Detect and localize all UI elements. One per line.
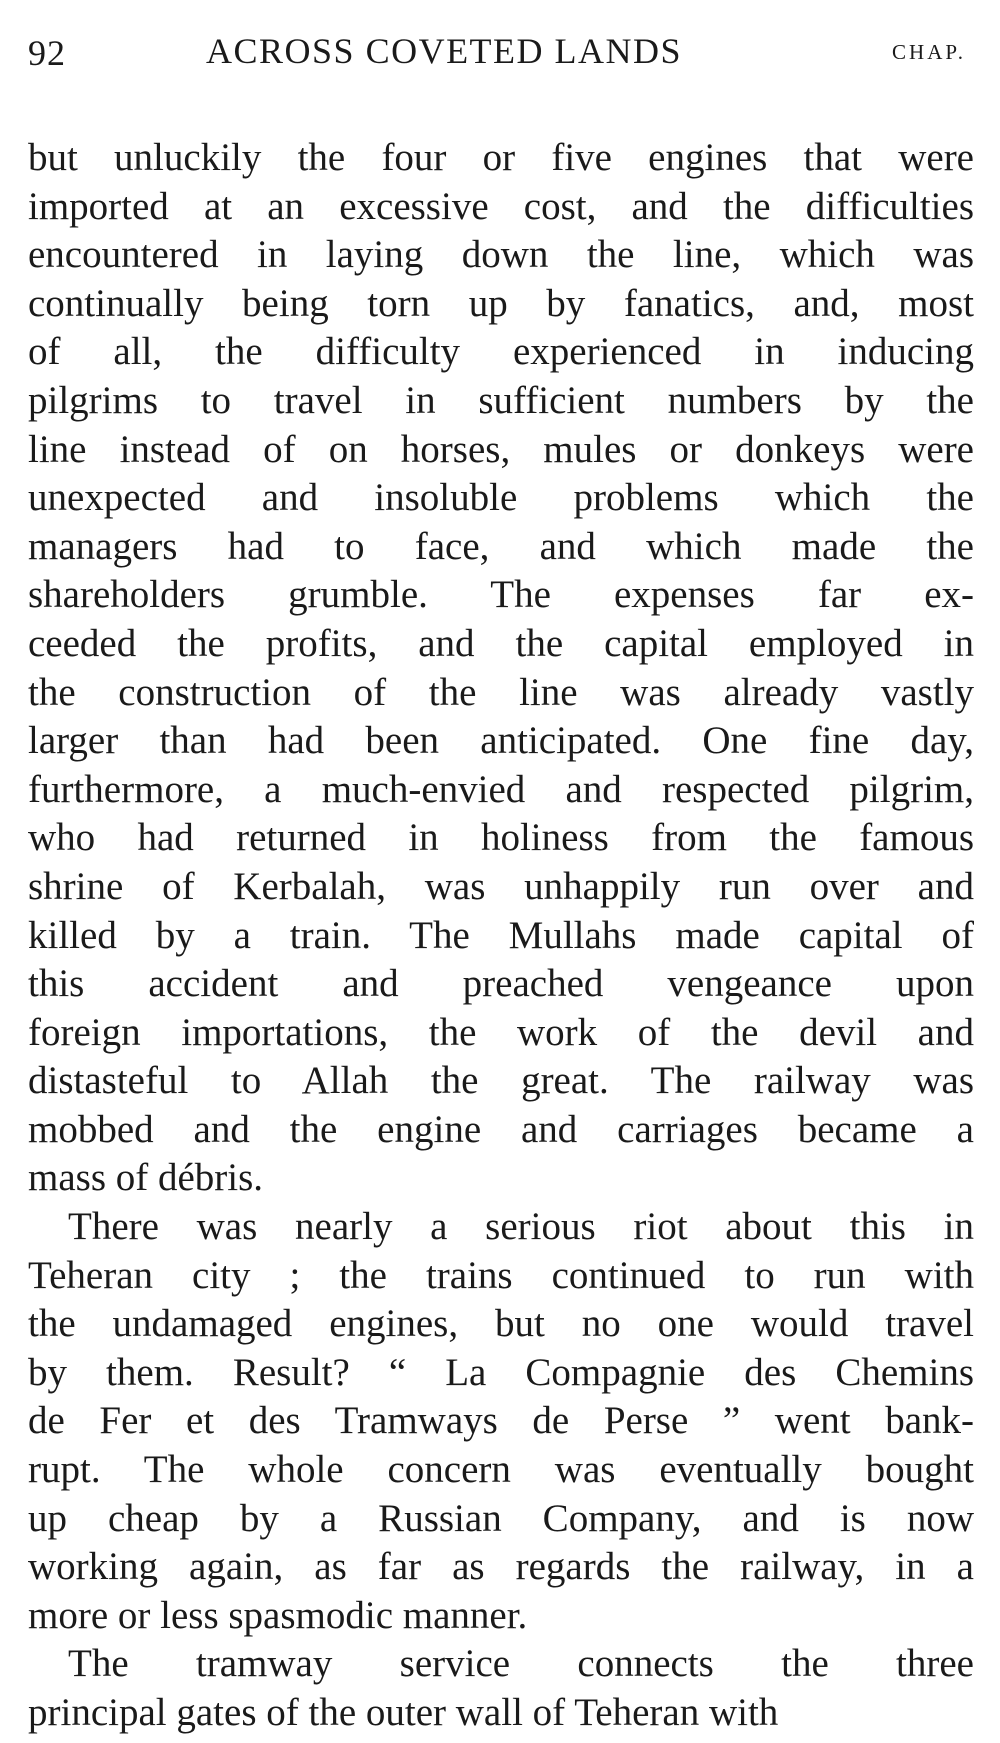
text-line: more or less spasmodic manner. bbox=[28, 1593, 528, 1637]
text-line: of all, the difficulty experienced in inducing bbox=[28, 330, 974, 374]
text-line: continually being torn up by fanatics, and, most bbox=[28, 281, 974, 325]
text-line: shrine of Kerbalah, was unhappily run over and bbox=[28, 864, 974, 908]
text-line: the undamaged engines, but no one would travel bbox=[28, 1302, 974, 1346]
text-line: managers had to face, and which made the bbox=[28, 524, 974, 568]
text-line: Teheran city ; the trains continued to run with bbox=[28, 1253, 974, 1297]
text-line: mass of débris. bbox=[28, 1156, 264, 1200]
text-line: imported at an excessive cost, and the difficulties bbox=[28, 184, 974, 228]
paragraph bbox=[28, 134, 974, 1203]
paragraph bbox=[28, 1203, 974, 1640]
text-line: working again, as far as regards the railway, in a bbox=[28, 1545, 974, 1589]
body-text bbox=[28, 134, 974, 1738]
text-line: de Fer et des Tramways de Perse ” went bank- bbox=[28, 1399, 974, 1443]
text-line: mobbed and the engine and carriages became a bbox=[28, 1107, 974, 1151]
text-line: line instead of on horses, mules or donkeys were bbox=[28, 427, 974, 471]
text-line: foreign importations, the work of the devil and bbox=[28, 1010, 974, 1054]
text-line: The tramway service connects the three bbox=[68, 1642, 974, 1686]
text-line: ceeded the profits, and the capital employed in bbox=[28, 621, 974, 665]
text-line: distasteful to Allah the great. The railway was bbox=[28, 1059, 974, 1103]
text-line: but unluckily the four or five engines that were bbox=[28, 136, 974, 179]
text-line: larger than had been anticipated. One fine day, bbox=[28, 719, 974, 763]
text-line: pilgrims to travel in sufficient numbers by the bbox=[28, 378, 974, 422]
text-line: principal gates of the outer wall of Teheran with bbox=[28, 1691, 779, 1734]
book-title: ACROSS COVETED LANDS bbox=[206, 31, 683, 71]
book-page bbox=[28, 22, 974, 1738]
text-line: rupt. The whole concern was eventually bought bbox=[28, 1448, 974, 1492]
running-head bbox=[28, 22, 974, 82]
chapter-label: CHAP. bbox=[892, 40, 966, 64]
text-line: the construction of the line was already vastly bbox=[28, 670, 974, 714]
text-line: There was nearly a serious riot about this in bbox=[68, 1205, 974, 1249]
page-number: 92 bbox=[28, 33, 66, 73]
text-line: this accident and preached vengeance upon bbox=[28, 962, 974, 1006]
text-line: furthermore, a much-envied and respected pilgrim, bbox=[28, 767, 974, 811]
paragraph bbox=[28, 1640, 974, 1737]
text-line: who had returned in holiness from the famous bbox=[28, 816, 974, 860]
text-line: shareholders grumble. The expenses far ex- bbox=[28, 573, 974, 617]
text-line: unexpected and insoluble problems which the bbox=[28, 476, 974, 520]
text-line: killed by a train. The Mullahs made capital of bbox=[28, 913, 974, 957]
text-line: by them. Result? “ La Compagnie des Chemins bbox=[28, 1350, 974, 1394]
text-line: up cheap by a Russian Company, and is now bbox=[28, 1496, 974, 1540]
text-line: encountered in laying down the line, which was bbox=[28, 233, 974, 277]
